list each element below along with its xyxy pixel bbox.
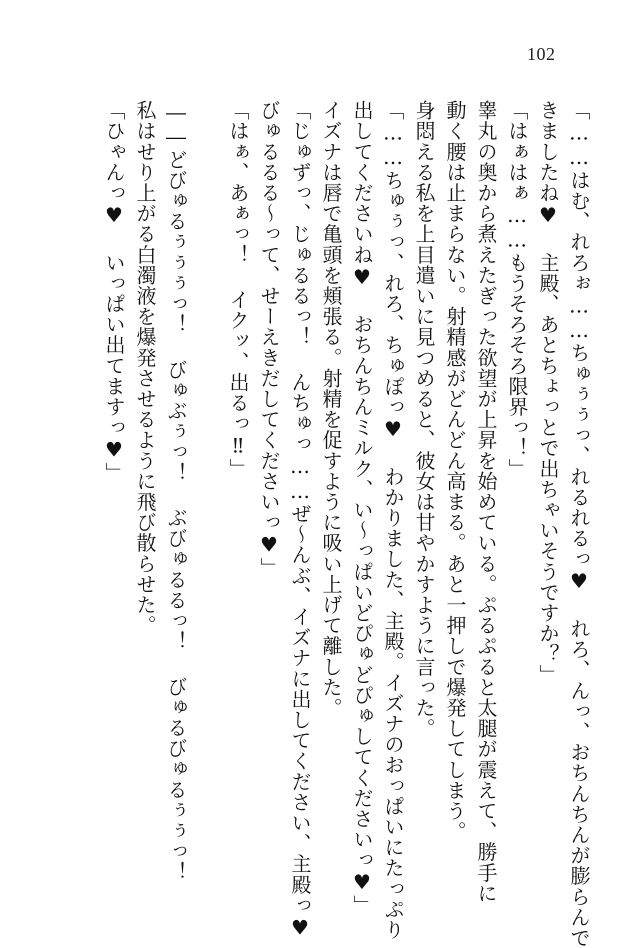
text-line: 「はぁ、あぁっ！ イクッ、出るっ‼」	[226, 100, 250, 479]
blank-line	[191, 100, 222, 840]
text-line: イズナは唇で亀頭を頬張る。射精を促すように吸い上げて離した。	[319, 100, 343, 718]
text-line: 「ひゃんっ♥ いっぱい出てますっ♥」	[102, 100, 126, 483]
body-text	[98, 100, 594, 948]
text-line: 身悶える私を上目遣いに見つめると、彼女は甘やかすように言った。	[412, 100, 436, 739]
text-line: 睾丸の奥から煮えたぎった欲望が上昇を始めている。ぷるぷると太腿が震えて、勝手に	[474, 100, 498, 904]
page-number: 102	[527, 44, 556, 64]
text-line: 「じゅずっ、じゅるるっ！ んちゅっ……ぜ～んぶ、イズナに出してください、主殿っ♥	[288, 100, 312, 940]
text-line: 「はぁはぁ……もうそろそろ限界っ！」	[505, 100, 529, 479]
text-line: 出してくださいね♥ おちんちんミルク、い～っぱいどぴゅどぴゅしてくださいっ♥」	[350, 100, 374, 916]
text-line: 「……はむ、れろぉ……ちゅぅぅっ、れるれるっ♥ れろ、んっ、おちんちんが膨らんで	[567, 100, 591, 948]
text-line: 「……ちゅぅっ、れろ、ちゅぽっ♥ わかりました、主殿。イズナのおっぱいにたっぷり	[381, 100, 405, 940]
text-line: きましたね♥ 主殿、あとちょっとで出ちゃいそうですか？」	[536, 100, 560, 685]
text-line: 私はせり上がる白濁液を爆発させるように飛び散らせた。	[133, 100, 157, 636]
text-line: 動く腰は止まらない。射精感がどんどん高まる。あと一押しで爆発してしまう。	[443, 100, 467, 842]
text-line: びゅるるる～って、せーえきだしてくださいっ♥」	[257, 100, 281, 578]
text-line: ――どびゅるぅぅぅっ！ びゅぶぅっ！ ぶびゅるるっ！ びゅるびゅるぅぅっ！	[164, 100, 188, 883]
